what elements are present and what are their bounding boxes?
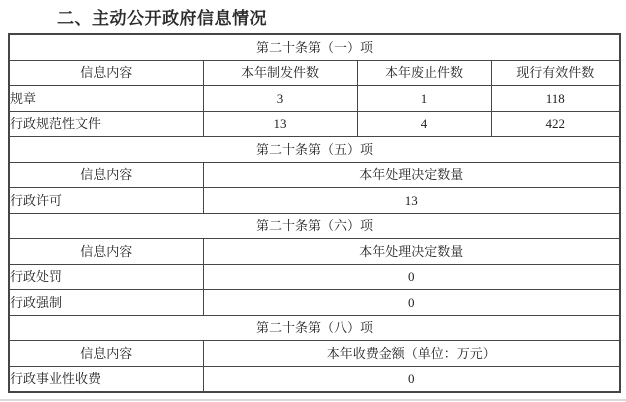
section-3-title-row: [9, 213, 620, 239]
table-row: [9, 290, 620, 316]
column-header: 信息内容: [9, 162, 203, 188]
column-header: 信息内容: [9, 239, 203, 265]
cell-value: 0: [203, 264, 620, 290]
row-label: 行政事业性收费: [9, 366, 203, 392]
row-label: 行政强制: [9, 290, 203, 316]
table-row: [9, 264, 620, 290]
section-3-header-row: [9, 239, 620, 265]
table-row: [9, 86, 620, 112]
section-4-title: 第二十条第（八）项: [9, 315, 620, 341]
page-edge-divider: [0, 399, 626, 401]
column-header: 本年处理决定数量: [203, 162, 620, 188]
row-label: 行政许可: [9, 188, 203, 214]
column-header: 现行有效件数: [491, 60, 620, 86]
page-title: 二、主动公开政府信息情况: [57, 9, 267, 28]
column-header: 本年废止件数: [357, 60, 491, 86]
cell-value: 0: [203, 366, 620, 392]
cell-value: 4: [357, 111, 491, 137]
column-header: 本年处理决定数量: [203, 239, 620, 265]
table-row: [9, 188, 620, 214]
column-header: 信息内容: [9, 341, 203, 367]
section-1-title: 第二十条第（一）项: [9, 34, 620, 60]
cell-value: 13: [203, 188, 620, 214]
cell-value: 118: [491, 86, 620, 112]
section-2-header-row: [9, 162, 620, 188]
table-row: [9, 366, 620, 392]
cell-value: 422: [491, 111, 620, 137]
column-header: 本年收费金额（单位：万元）: [203, 341, 620, 367]
row-label: 行政规范性文件: [9, 111, 203, 137]
row-label: 行政处罚: [9, 264, 203, 290]
cell-value: 3: [203, 86, 357, 112]
cell-value: 13: [203, 111, 357, 137]
section-1-header-row: [9, 60, 620, 86]
section-1-title-row: [9, 34, 620, 60]
cell-value: 0: [203, 290, 620, 316]
column-header: 信息内容: [9, 60, 203, 86]
section-2-title: 第二十条第（五）项: [9, 137, 620, 163]
section-2-title-row: [9, 137, 620, 163]
table-row: [9, 111, 620, 137]
section-4-header-row: [9, 341, 620, 367]
cell-value: 1: [357, 86, 491, 112]
column-header: 本年制发件数: [203, 60, 357, 86]
section-3-title: 第二十条第（六）项: [9, 213, 620, 239]
section-4-title-row: [9, 315, 620, 341]
row-label: 规章: [9, 86, 203, 112]
disclosure-report-table: [8, 33, 621, 393]
